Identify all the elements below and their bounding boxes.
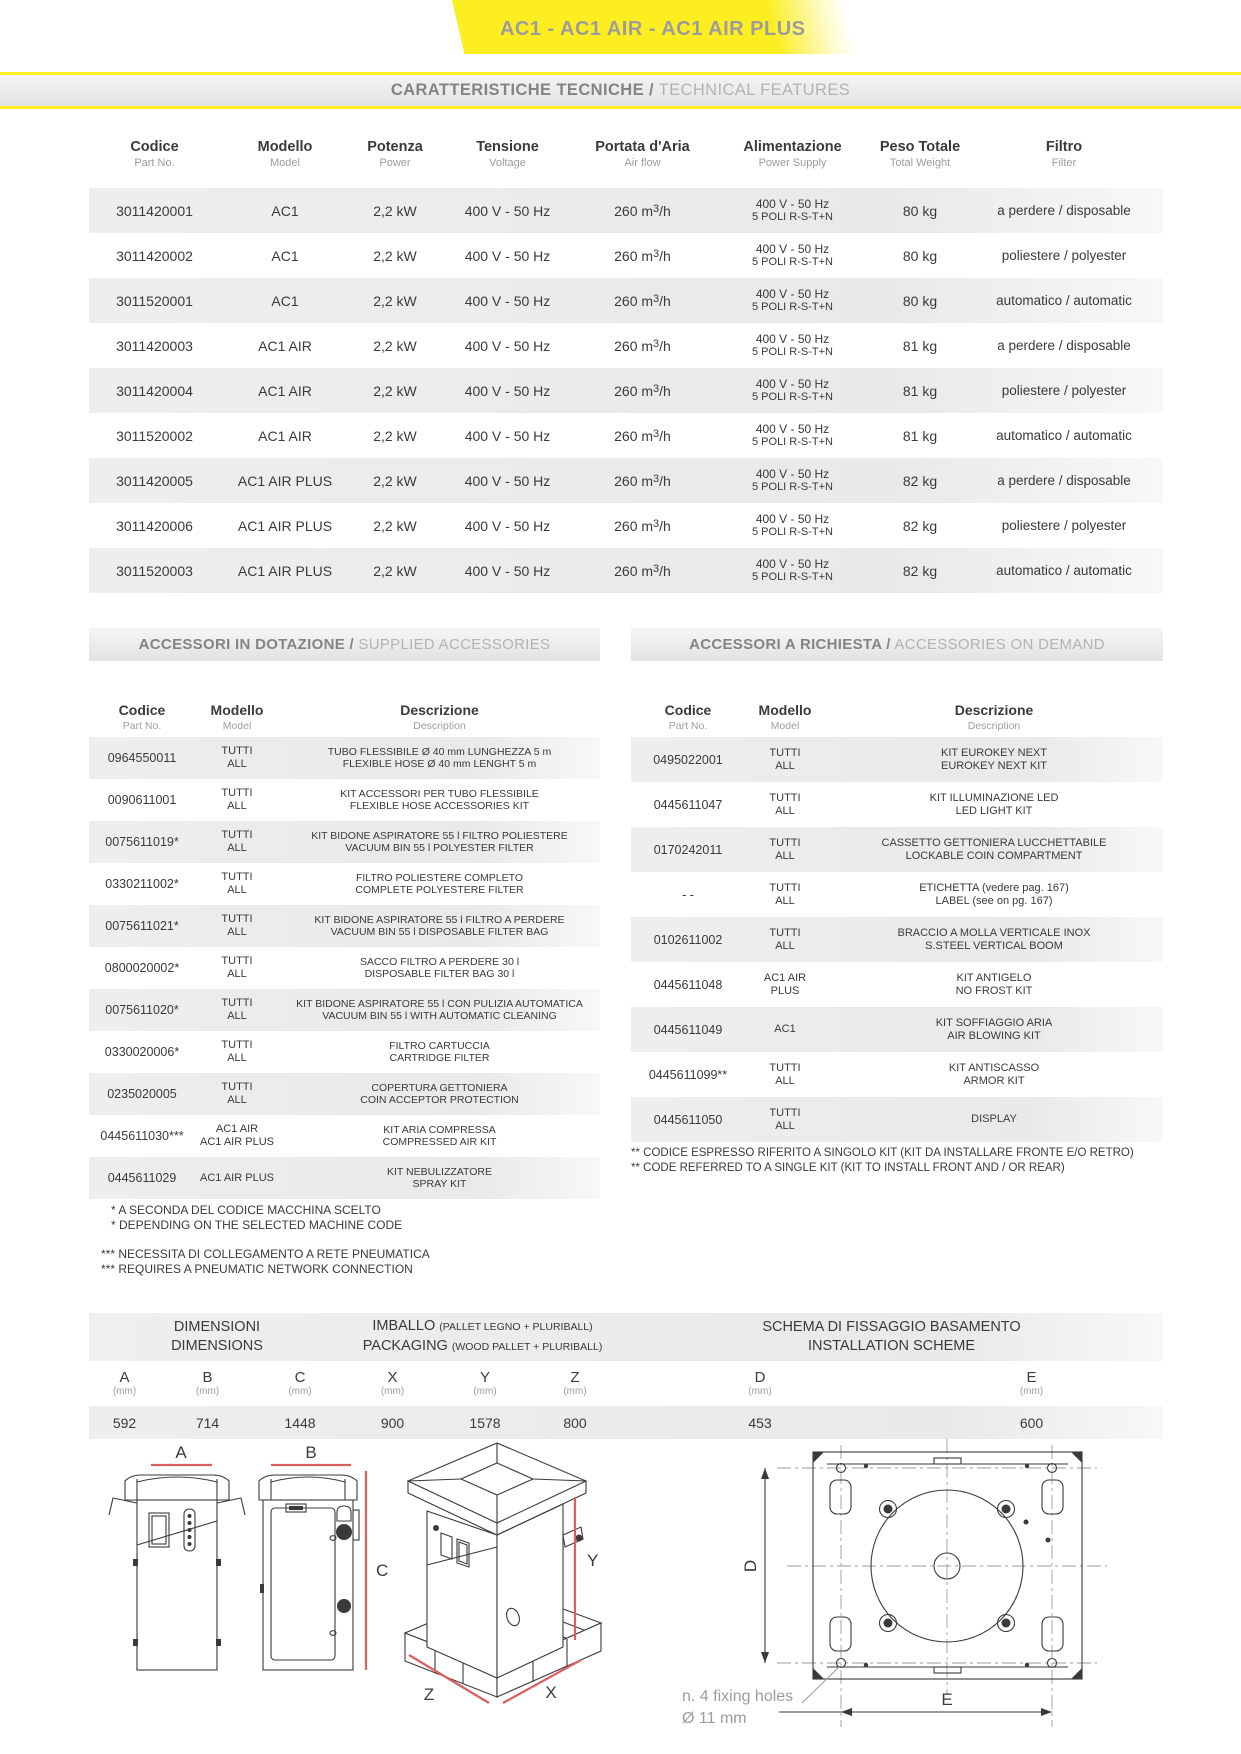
table-row (631, 1052, 1163, 1097)
cell-code: 0075611020* (105, 1003, 179, 1017)
cell-power-supply: 400 V - 50 Hz 5 POLI R-S-T+N (752, 287, 833, 313)
cell-model: AC1 (271, 202, 299, 219)
cell-model: TUTTI ALL (769, 836, 801, 862)
cell-voltage: 400 V - 50 Hz (464, 382, 551, 399)
cell-model: TUTTI ALL (221, 997, 253, 1022)
cell-model: TUTTI ALL (769, 791, 801, 817)
cell-power: 2,2 kW (373, 562, 417, 579)
cell-description: KIT SOFFIAGGIO ARIA AIR BLOWING KIT (935, 1017, 1053, 1042)
cell-airflow: 260 $m^3/h$ (614, 247, 671, 264)
footnote-line: ** CODE REFERRED TO A SINGLE KIT (KIT TO INSTALL FRONT AND / OR REAR) (631, 1162, 1065, 1174)
footnote-line: *** NECESSITA DI COLLEGAMENTO A RETE PNEUMATICA (101, 1247, 430, 1261)
technical-table (89, 130, 1163, 593)
column-header-en: Part No. (134, 157, 175, 169)
cell-model: AC1 (774, 1023, 796, 1035)
cell-airflow: 260 $m^3/h$ (614, 382, 671, 399)
column-header-it: Potenza (367, 139, 423, 155)
dimension-column-header: C (mm) (288, 1369, 312, 1397)
cell-power-supply: 400 V - 50 Hz 5 POLI R-S-T+N (752, 557, 833, 583)
cell-power: 2,2 kW (373, 202, 417, 219)
cell-power-supply: 400 V - 50 Hz 5 POLI R-S-T+N (752, 512, 833, 538)
dimension-value: 1448 (284, 1414, 316, 1431)
cell-voltage: 400 V - 50 Hz (464, 562, 551, 579)
section-band-accessories-on-demand (631, 628, 1163, 661)
cell-description: SACCO FILTRO A PERDERE 30 l DISPOSABLE FILTER BAG 30 l (359, 955, 520, 980)
table-row (631, 1007, 1163, 1052)
table-row (631, 1097, 1163, 1142)
cell-voltage: 400 V - 50 Hz (464, 292, 551, 309)
dim-label-y: Y (587, 1551, 599, 1570)
cell-model: TUTTI ALL (769, 1106, 801, 1132)
demand-table-header (631, 693, 1163, 737)
cell-model: AC1 (271, 247, 299, 264)
section-title-en: ACCESSORIES ON DEMAND (894, 636, 1105, 653)
side-view-drawing (259, 1443, 388, 1670)
cell-filter: a perdere / disposable (997, 203, 1131, 218)
cell-model: TUTTI ALL (769, 746, 801, 772)
supplied-table-rows (89, 737, 600, 1199)
table-row (89, 1157, 600, 1199)
installation-scheme-drawing (682, 1439, 1107, 1727)
cell-airflow: 260 $m^3/h$ (614, 562, 671, 579)
cell-code: 0495022001 (653, 752, 723, 767)
cell-code: 0170242011 (653, 842, 723, 857)
column-header-en: Air flow (624, 157, 661, 169)
group-packaging: IMBALLO (PALLET LEGNO + PLURIBALL) PACKAGING (WOOD PALLET + PLURIBALL) (362, 1318, 603, 1354)
section-title-it: CARATTERISTICHE TECNICHE / (390, 81, 654, 99)
cell-model: AC1 AIR (258, 337, 312, 354)
table-row (89, 737, 600, 779)
cell-model: AC1 AIR (258, 427, 312, 444)
cell-model: AC1 AIR AC1 AIR PLUS (200, 1123, 274, 1148)
cell-model: AC1 AIR PLUS (200, 1171, 274, 1184)
table-row (89, 1031, 600, 1073)
footnote-line: ** CODICE ESPRESSO RIFERITO A SINGOLO KIT (KIT DA INSTALLARE FRONTE E/O RETRO) (631, 1147, 1134, 1159)
section-title-en: SUPPLIED ACCESSORIES (358, 636, 551, 653)
model-banner-title: AC1 - AC1 AIR - AC1 AIR PLUS (499, 18, 806, 40)
cell-description: KIT ILLUMINAZIONE LED LED LIGHT KIT (929, 792, 1059, 817)
table-row (631, 827, 1163, 872)
cell-description: KIT ACCESSORI PER TUBO FLESSIBILE FLEXIBLE HOSE ACCESSORIES KIT (340, 787, 539, 812)
table-row (89, 863, 600, 905)
cell-filter: automatico / automatic (996, 563, 1132, 578)
technical-column-header (965, 130, 1163, 188)
dimension-value: 714 (195, 1414, 220, 1431)
cell-airflow: 260 $m^3/h$ (614, 292, 671, 309)
cell-power: 2,2 kW (373, 427, 417, 444)
table-row (89, 458, 1163, 503)
cell-filter: a perdere / disposable (997, 473, 1131, 488)
cell-power-supply: 400 V - 50 Hz 5 POLI R-S-T+N (752, 467, 833, 493)
cell-weight: 82 kg (902, 517, 938, 534)
section-band-technical (0, 72, 1241, 109)
cell-description: BRACCIO A MOLLA VERTICALE INOX S.STEEL VERTICAL BOOM (897, 927, 1091, 952)
cell-description: KIT BIDONE ASPIRATORE 55 l CON PULIZIA AUTOMATICA VACUUM BIN 55 l WITH AUTOMATIC CLEANING (296, 997, 583, 1022)
cell-code: 0445611048 (653, 977, 723, 992)
cell-power: 2,2 kW (373, 247, 417, 264)
table-row (89, 233, 1163, 278)
cell-description: COPERTURA GETTONIERA COIN ACCEPTOR PROTECTION (360, 1081, 519, 1106)
dim-label-c: C (376, 1561, 389, 1580)
cell-code: 3011420003 (116, 337, 193, 354)
table-row (631, 872, 1163, 917)
technical-drawings (89, 1435, 1163, 1745)
cell-code: 3011520001 (116, 292, 193, 309)
technical-column-header (350, 130, 440, 188)
column-header-en: Total Weight (889, 157, 951, 169)
cell-description: KIT ANTIGELO NO FROST KIT (955, 972, 1033, 997)
dimension-value: 800 (563, 1414, 587, 1431)
dimension-column-header: Y (mm) (473, 1369, 497, 1397)
table-row (89, 368, 1163, 413)
table-row (631, 782, 1163, 827)
cell-model: TUTTI ALL (221, 871, 253, 896)
cell-description: ETICHETTA (vedere pag. 167) LABEL (see on pg. 167) (919, 882, 1069, 907)
cell-code: 0102611002 (653, 932, 723, 947)
cell-code: 3011520002 (116, 427, 193, 444)
cell-model: TUTTI ALL (221, 1039, 253, 1064)
table-row (89, 947, 600, 989)
col-header-model: Modello Model (210, 702, 264, 732)
column-header-en: Power Supply (758, 157, 827, 169)
cell-model: AC1 (271, 292, 299, 309)
column-header-en: Voltage (489, 157, 526, 169)
cell-weight: 82 kg (902, 562, 938, 579)
dimension-column-header: E (mm) (1019, 1369, 1044, 1397)
dimension-column-header: X (mm) (380, 1369, 405, 1397)
column-header-it: Modello (257, 139, 313, 155)
table-row (89, 188, 1163, 233)
cell-airflow: 260 $m^3/h$ (614, 427, 671, 444)
cell-code: 0235020005 (107, 1087, 177, 1101)
dimension-value: 1578 (469, 1414, 501, 1431)
technical-column-header (220, 130, 350, 188)
cell-weight: 80 kg (902, 247, 938, 264)
cell-filter: poliestere / polyester (1001, 518, 1127, 533)
column-header-en: Power (379, 157, 411, 169)
table-row (89, 413, 1163, 458)
cell-filter: poliestere / polyester (1001, 248, 1127, 263)
fixing-holes-note-line1: n. 4 fixing holes (682, 1688, 794, 1705)
col-header-code: Codice Part No. (118, 702, 166, 732)
footnote-line: * DEPENDING ON THE SELECTED MACHINE CODE (111, 1218, 403, 1232)
col-header-model: Modello Model (758, 702, 812, 732)
cell-description: KIT ANTISCASSO ARMOR KIT (948, 1062, 1040, 1087)
dimensions-group-band (89, 1313, 1163, 1361)
cell-code: 0445611030*** (100, 1129, 184, 1143)
cell-filter: a perdere / disposable (997, 338, 1131, 353)
cell-filter: automatico / automatic (996, 293, 1132, 308)
cell-airflow: 260 $m^3/h$ (614, 517, 671, 534)
cell-description: KIT EUROKEY NEXT EUROKEY NEXT KIT (941, 747, 1047, 772)
column-header-it: Tensione (476, 139, 539, 155)
cell-power: 2,2 kW (373, 472, 417, 489)
table-row (89, 1073, 600, 1115)
cell-voltage: 400 V - 50 Hz (464, 247, 551, 264)
cell-description: FILTRO POLIESTERE COMPLETO COMPLETE POLYESTERE FILTER (355, 871, 524, 896)
technical-table-rows (89, 188, 1163, 593)
cell-code: 0445611029 (107, 1171, 177, 1185)
cell-description: DISPLAY (971, 1113, 1017, 1126)
demand-table-rows (631, 737, 1163, 1142)
cell-airflow: 260 $m^3/h$ (614, 202, 671, 219)
section-title-it: ACCESSORI IN DOTAZIONE / (138, 636, 354, 653)
cell-code: 0445611049 (653, 1022, 723, 1037)
dimension-column-header: A (mm) (112, 1369, 137, 1397)
cell-model: TUTTI ALL (221, 1081, 253, 1106)
column-header-en: Filter (1051, 157, 1077, 169)
cell-code: 0800020002* (104, 961, 180, 975)
column-header-it: Codice (130, 139, 179, 155)
cell-model: TUTTI ALL (221, 745, 253, 770)
technical-column-header (440, 130, 575, 188)
dimension-column-header: B (mm) (195, 1369, 220, 1397)
supplied-footnotes (101, 1203, 601, 1277)
cell-description: KIT BIDONE ASPIRATORE 55 l FILTRO POLIESTERE VACUUM BIN 55 l POLYESTER FILTER (311, 829, 568, 854)
group-installation-scheme: SCHEMA DI FISSAGGIO BASAMENTO INSTALLATION SCHEME (762, 1319, 1021, 1354)
cell-power-supply: 400 V - 50 Hz 5 POLI R-S-T+N (752, 197, 833, 223)
cell-voltage: 400 V - 50 Hz (464, 472, 551, 489)
cell-code: 0090611001 (107, 793, 177, 807)
dimension-value: 592 (112, 1414, 137, 1431)
cell-weight: 80 kg (902, 292, 938, 309)
technical-table-header (89, 130, 1163, 188)
table-row (89, 989, 600, 1031)
section-band-supplied-accessories (89, 628, 600, 661)
table-row (89, 548, 1163, 593)
cell-code: 0330020006* (104, 1045, 180, 1059)
cell-code: 3011420002 (116, 247, 193, 264)
col-header-description: Descrizione Description (400, 702, 479, 732)
footnote-line: *** REQUIRES A PNEUMATIC NETWORK CONNECTION (101, 1262, 413, 1276)
cell-voltage: 400 V - 50 Hz (464, 517, 551, 534)
dim-label-b: B (305, 1443, 317, 1462)
supplied-table-header (89, 693, 600, 737)
table-row (631, 737, 1163, 782)
section-title-it: ACCESSORI A RICHIESTA / (689, 636, 891, 653)
dimension-value: 600 (1019, 1414, 1044, 1431)
footnote-line: * A SECONDA DEL CODICE MACCHINA SCELTO (111, 1203, 381, 1217)
table-row (89, 821, 600, 863)
cell-weight: 80 kg (902, 202, 938, 219)
table-row (89, 323, 1163, 368)
cell-voltage: 400 V - 50 Hz (464, 202, 551, 219)
cell-power: 2,2 kW (373, 382, 417, 399)
isometric-view-drawing (405, 1443, 601, 1704)
demand-footnotes (631, 1146, 1163, 1176)
on-demand-accessories-table (631, 693, 1163, 1142)
cell-description: CASSETTO GETTONIERA LUCCHETTABILE LOCKABLE COIN COMPARTMENT (881, 837, 1107, 862)
cell-model: AC1 AIR PLUS (237, 472, 333, 489)
front-view-drawing (109, 1443, 245, 1670)
table-row (89, 905, 600, 947)
group-dimensions: DIMENSIONI DIMENSIONS (171, 1319, 263, 1354)
cell-code: 0445611099** (648, 1067, 728, 1082)
cell-model: AC1 AIR PLUS (763, 971, 807, 997)
table-row (631, 962, 1163, 1007)
cell-code: 0964550011 (107, 751, 177, 765)
column-header-it: Filtro (1045, 139, 1083, 155)
cell-filter: poliestere / polyester (1001, 383, 1127, 398)
table-row (89, 779, 600, 821)
cell-model: AC1 AIR (258, 382, 312, 399)
column-header-it: Peso Totale (879, 139, 961, 155)
cell-code: 3011420001 (116, 202, 193, 219)
cell-model: AC1 AIR PLUS (237, 562, 333, 579)
cell-code: 0075611019* (105, 835, 179, 849)
col-header-code: Codice Part No. (664, 702, 712, 732)
fixing-holes-note-line2: Ø 11 mm (682, 1710, 747, 1727)
dimension-value: 453 (748, 1414, 772, 1431)
cell-airflow: 260 $m^3/h$ (614, 337, 671, 354)
dim-label-e: E (941, 1690, 953, 1709)
cell-description: KIT BIDONE ASPIRATORE 55 l FILTRO A PERDERE VACUUM BIN 55 l DISPOSABLE FILTER BAG (314, 913, 565, 938)
cell-power: 2,2 kW (373, 337, 417, 354)
cell-power-supply: 400 V - 50 Hz 5 POLI R-S-T+N (752, 377, 833, 403)
technical-column-header (710, 130, 875, 188)
cell-model: TUTTI ALL (769, 881, 801, 907)
column-header-en: Model (270, 157, 300, 169)
cell-weight: 81 kg (902, 427, 938, 444)
technical-column-header (89, 130, 220, 188)
cell-model: TUTTI ALL (221, 787, 253, 812)
column-header-it: Portata d'Aria (595, 139, 690, 155)
section-title-en: TECHNICAL FEATURES (658, 81, 851, 99)
cell-voltage: 400 V - 50 Hz (464, 337, 551, 354)
cell-code: 3011520003 (116, 562, 193, 579)
cell-model: TUTTI ALL (221, 829, 253, 854)
cell-power-supply: 400 V - 50 Hz 5 POLI R-S-T+N (752, 242, 833, 268)
cell-code: 0445611050 (653, 1112, 723, 1127)
cell-airflow: 260 $m^3/h$ (614, 472, 671, 489)
cell-weight: 82 kg (902, 472, 938, 489)
cell-filter: automatico / automatic (996, 428, 1132, 443)
dimension-column-header: Z (mm) (563, 1369, 587, 1397)
cell-description: TUBO FLESSIBILE Ø 40 mm LUNGHEZZA 5 m FLEXIBLE HOSE Ø 40 mm LENGHT 5 m (327, 745, 552, 770)
col-header-description: Descrizione Description (954, 702, 1034, 732)
cell-weight: 81 kg (902, 382, 938, 399)
cell-description: KIT ARIA COMPRESSA COMPRESSED AIR KIT (382, 1123, 497, 1148)
cell-code: 3011420006 (116, 517, 193, 534)
cell-model: TUTTI ALL (221, 913, 253, 938)
cell-code: 0330211002* (105, 877, 179, 891)
cell-model: TUTTI ALL (221, 955, 253, 980)
table-row (89, 278, 1163, 323)
cell-model: AC1 AIR PLUS (237, 517, 333, 534)
technical-column-header (875, 130, 965, 188)
table-row (89, 503, 1163, 548)
cell-weight: 81 kg (902, 337, 938, 354)
table-row (89, 1115, 600, 1157)
cell-code: 3011420005 (116, 472, 193, 489)
dim-label-a: A (175, 1443, 187, 1462)
dim-label-x: X (545, 1683, 557, 1702)
cell-description: KIT NEBULIZZATORE SPRAY KIT (386, 1165, 493, 1190)
cell-voltage: 400 V - 50 Hz (464, 427, 551, 444)
cell-description: FILTRO CARTUCCIA CARTRIDGE FILTER (389, 1039, 490, 1064)
cell-power: 2,2 kW (373, 292, 417, 309)
cell-model: TUTTI ALL (769, 926, 801, 952)
dim-label-z: Z (423, 1685, 435, 1704)
dimension-value: 900 (380, 1414, 405, 1431)
cell-code: 0075611021* (105, 919, 179, 933)
supplied-accessories-table (89, 693, 600, 1199)
cell-code: 0445611047 (653, 797, 723, 812)
cell-model: TUTTI ALL (769, 1061, 801, 1087)
dimension-column-header: D (mm) (748, 1369, 772, 1397)
dim-label-d: D (741, 1559, 760, 1573)
table-row (631, 917, 1163, 962)
column-header-it: Alimentazione (743, 139, 842, 155)
model-banner (452, 0, 856, 54)
cell-code: - - (682, 887, 694, 902)
cell-power: 2,2 kW (373, 517, 417, 534)
cell-code: 3011420004 (116, 382, 193, 399)
technical-column-header (575, 130, 710, 188)
cell-power-supply: 400 V - 50 Hz 5 POLI R-S-T+N (752, 332, 833, 358)
cell-power-supply: 400 V - 50 Hz 5 POLI R-S-T+N (752, 422, 833, 448)
dimensions-letters-row (89, 1361, 1163, 1406)
